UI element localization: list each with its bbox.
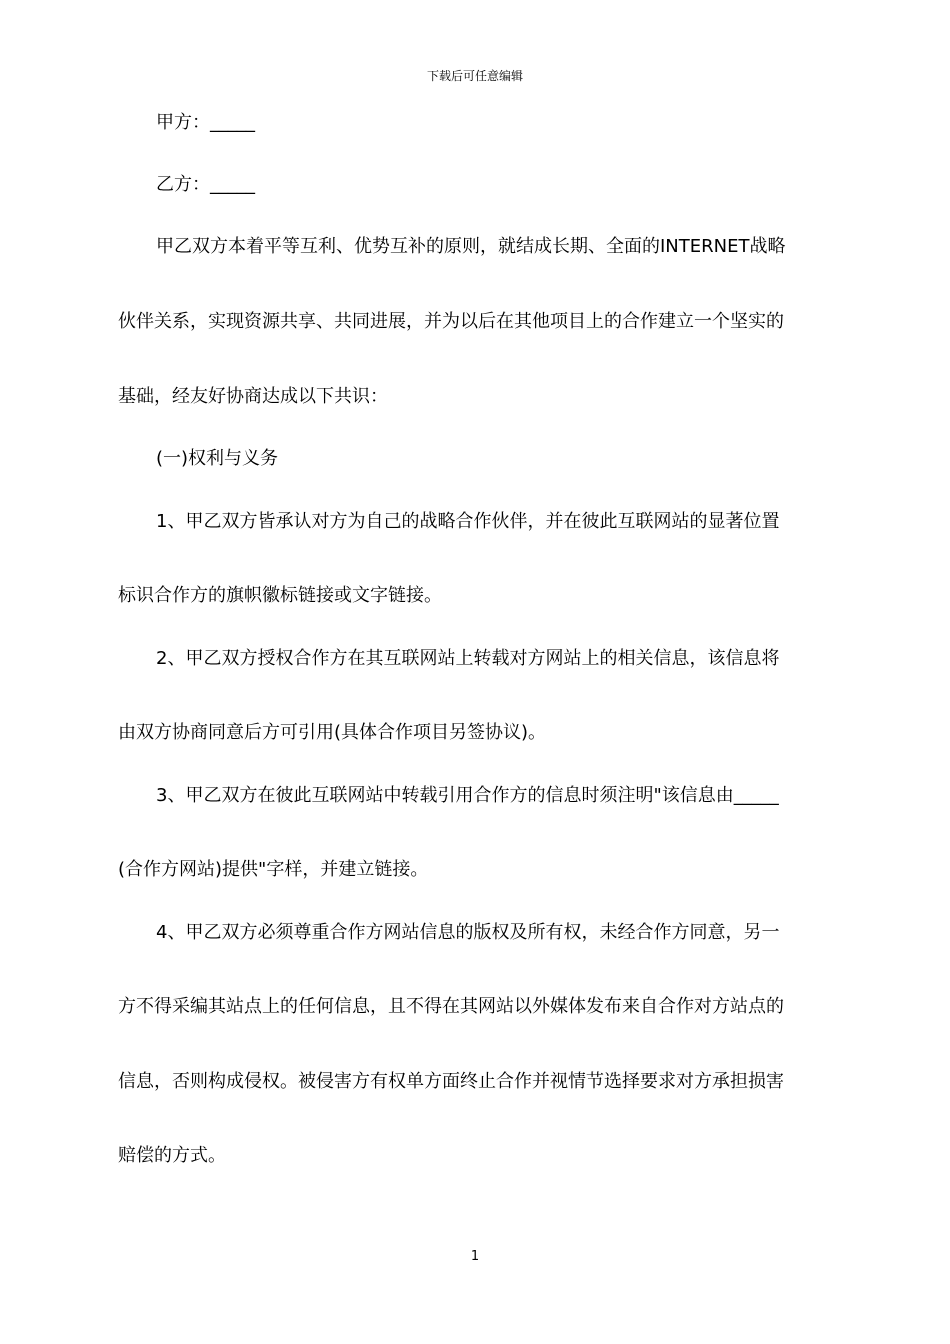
- party-b-line: 乙方：_____: [156, 174, 255, 195]
- intro-line-2: 伙伴关系，实现资源共享、共同进展，并为以后在其他项目上的合作建立一个坚实的: [118, 311, 784, 332]
- clause-2-line-1: 2、甲乙双方授权合作方在其互联网站上转载对方网站上的相关信息，该信息将: [156, 648, 780, 669]
- clause-3-line-2: (合作方网站)提供"字样，并建立链接。: [118, 859, 429, 880]
- intro-line-3: 基础，经友好协商达成以下共识：: [118, 386, 388, 407]
- clause-1-line-2: 标识合作方的旗帜徽标链接或文字链接。: [118, 585, 442, 606]
- party-a-line: 甲方：_____: [156, 112, 255, 133]
- clause-4-line-2: 方不得采编其站点上的任何信息，且不得在其网站以外媒体发布来自合作对方站点的: [118, 996, 784, 1017]
- page-number: 1: [470, 1249, 480, 1264]
- section-heading: (一)权利与义务: [156, 448, 279, 469]
- clause-2-line-2: 由双方协商同意后方可引用(具体合作项目另签协议)。: [118, 722, 547, 743]
- intro-line-1: 甲乙双方本着平等互利、优势互补的原则，就结成长期、全面的INTERNET战略: [156, 236, 786, 257]
- clause-3-line-1: 3、甲乙双方在彼此互联网站中转载引用合作方的信息时须注明"该信息由_____: [156, 785, 779, 806]
- clause-4-line-4: 赔偿的方式。: [118, 1145, 226, 1166]
- clause-4-line-3: 信息，否则构成侵权。被侵害方有权单方面终止合作并视情节选择要求对方承担损害: [118, 1071, 784, 1092]
- page-header: 下载后可任意编辑: [426, 69, 523, 83]
- clause-1-line-1: 1、甲乙双方皆承认对方为自己的战略合作伙伴，并在彼此互联网站的显著位置: [156, 511, 780, 532]
- clause-4-line-1: 4、甲乙双方必须尊重合作方网站信息的版权及所有权，未经合作方同意，另一: [156, 922, 780, 943]
